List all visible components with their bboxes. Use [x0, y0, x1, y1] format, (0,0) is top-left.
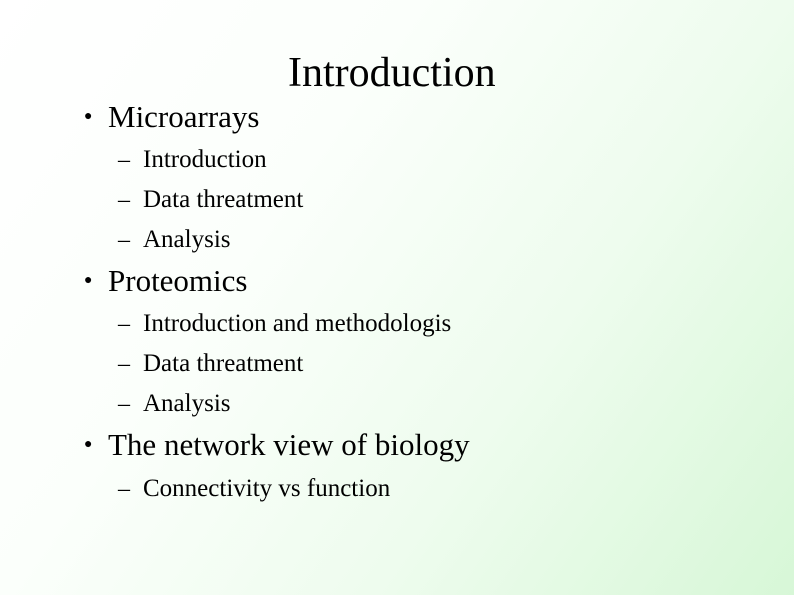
dash-icon: – [118, 351, 130, 377]
bullet-icon: ● [84, 437, 93, 452]
sub-item-label: Introduction and methodologis [143, 310, 452, 337]
sub-item-label: Connectivity vs function [143, 475, 391, 502]
bullet-label: The network view of biology [108, 427, 470, 462]
sub-item-label: Data threatment [143, 186, 304, 213]
sub-item-label: Analysis [143, 390, 231, 417]
sub-item-label: Data threatment [143, 350, 304, 377]
dash-icon: – [118, 311, 130, 337]
sub-item-label: Introduction [143, 146, 267, 173]
dash-icon: – [118, 187, 130, 213]
bullet-icon: ● [84, 109, 93, 124]
dash-icon: – [118, 476, 130, 502]
bullet-icon: ● [84, 273, 93, 288]
bullet-label: Proteomics [108, 263, 248, 298]
sub-item-label: Analysis [143, 226, 231, 253]
dash-icon: – [118, 147, 130, 173]
dash-icon: – [118, 391, 130, 417]
dash-icon: – [118, 227, 130, 253]
slide-title: Introduction [288, 50, 496, 96]
bullet-label: Microarrays [108, 99, 260, 134]
